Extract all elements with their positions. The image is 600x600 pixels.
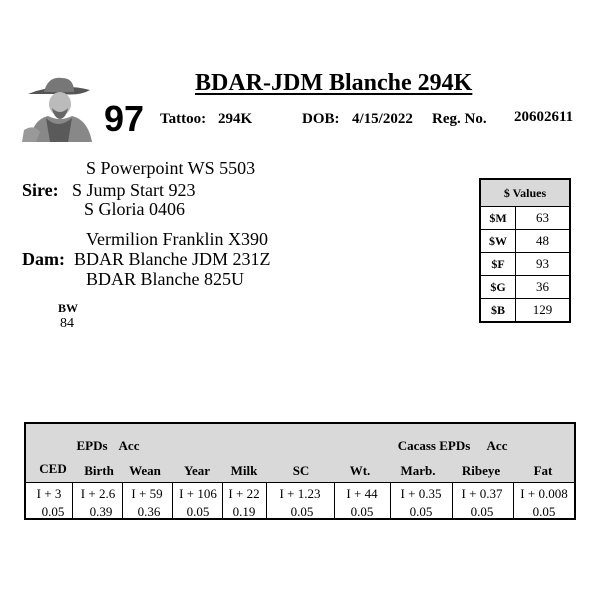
epd-col-header: Wt.: [349, 463, 371, 478]
epd-accuracy: 0.05: [350, 504, 374, 519]
dam-sire: Vermilion Franklin X390: [86, 229, 268, 249]
dollar-value-row: [480, 207, 570, 230]
dollar-value-number: 129: [516, 299, 571, 323]
animal-name-title: BDAR-JDM Blanche 294K: [195, 70, 473, 96]
reg-label: Reg. No.: [432, 111, 487, 127]
dam-dam: BDAR Blanche 825U: [86, 269, 244, 289]
epd-col-header: Marb.: [400, 463, 436, 478]
epd-column-divider: [122, 482, 123, 518]
epd-accuracy: 0.05: [409, 504, 433, 519]
epd-value: I + 106: [179, 486, 217, 501]
dollar-value-key: $W: [480, 230, 516, 253]
sire-sire: S Powerpoint WS 5503: [86, 158, 256, 178]
dollar-value-row: [480, 253, 570, 276]
dam-label: Dam:: [22, 249, 65, 269]
epd-accuracy: 0.05: [532, 504, 556, 519]
dollar-value-key: $F: [480, 253, 516, 276]
sire-label: Sire:: [22, 180, 59, 200]
epd-table: [24, 422, 576, 520]
epd-col-header: CED: [39, 461, 67, 476]
dollar-value-row: [480, 299, 570, 323]
epd-col-header: Milk: [230, 463, 258, 478]
epd-accuracy: 0.05: [186, 504, 210, 519]
bw-value: 84: [60, 316, 74, 331]
epd-column-divider: [266, 482, 267, 518]
sire-dam: S Gloria 0406: [84, 199, 185, 219]
epd-accuracy: 0.19: [232, 504, 256, 519]
epd-value: I + 44: [346, 486, 378, 501]
epd-col-header: Ribeye: [461, 463, 501, 478]
dollar-value-number: 48: [516, 230, 571, 253]
dob-label: DOB:: [302, 111, 340, 127]
epd-table-header: [26, 424, 574, 483]
epd-value: I + 0.35: [400, 486, 442, 501]
dob-value: 4/15/2022: [352, 111, 413, 127]
epd-group-label: EPDs: [76, 438, 108, 453]
epd-column-divider: [390, 482, 391, 518]
epd-value: I + 1.23: [279, 486, 321, 501]
lot-number: 97: [104, 98, 145, 139]
sire-name: S Jump Start 923: [72, 180, 196, 200]
epd-value: I + 3: [36, 486, 62, 501]
epd-accuracy: 0.39: [89, 504, 113, 519]
epd-col-header: SC: [292, 463, 310, 478]
epd-column-divider: [222, 482, 223, 518]
dollar-value-key: $M: [480, 207, 516, 230]
dollar-value-key: $G: [480, 276, 516, 299]
cowboy-logo: [22, 72, 94, 142]
epd-col-header: Year: [184, 463, 210, 478]
epd-accuracy: 0.05: [290, 504, 314, 519]
epd-accuracy: 0.05: [41, 504, 65, 519]
epd-group-acc-label: Acc: [118, 438, 140, 453]
epd-column-divider: [513, 482, 514, 518]
dollar-value-row: [480, 230, 570, 253]
epd-accuracy: 0.36: [137, 504, 161, 519]
epd-value: I + 22: [228, 486, 260, 501]
carcass-epd-group-label: Cacass EPDs: [397, 438, 471, 453]
tattoo-label: Tattoo:: [160, 111, 207, 127]
reg-value: 20602611: [514, 109, 574, 125]
epd-col-header: Wean: [129, 463, 161, 478]
dollar-value-key: $B: [480, 299, 516, 323]
dollar-value-number: 93: [516, 253, 571, 276]
dollar-value-number: 36: [516, 276, 571, 299]
epd-column-divider: [72, 482, 73, 518]
epd-accuracy: 0.05: [470, 504, 494, 519]
dollar-value-row: [480, 276, 570, 299]
dollar-value-number: 63: [516, 207, 571, 230]
dollar-values-title: $ Values: [480, 179, 570, 207]
epd-value: I + 0.008: [520, 486, 568, 501]
epd-column-divider: [334, 482, 335, 518]
epd-value: I + 2.6: [80, 486, 116, 501]
tattoo-value: 294K: [218, 111, 253, 127]
epd-value: I + 0.37: [461, 486, 503, 501]
carcass-epd-acc-label: Acc: [486, 438, 508, 453]
dollar-values-table: [479, 178, 571, 323]
epd-column-divider: [452, 482, 453, 518]
epd-col-header: Fat: [533, 463, 553, 478]
epd-col-header: Birth: [84, 463, 114, 478]
epd-value: I + 59: [131, 486, 163, 501]
dam-name: BDAR Blanche JDM 231Z: [74, 249, 271, 269]
bw-label: BW: [58, 301, 79, 315]
epd-column-divider: [172, 482, 173, 518]
